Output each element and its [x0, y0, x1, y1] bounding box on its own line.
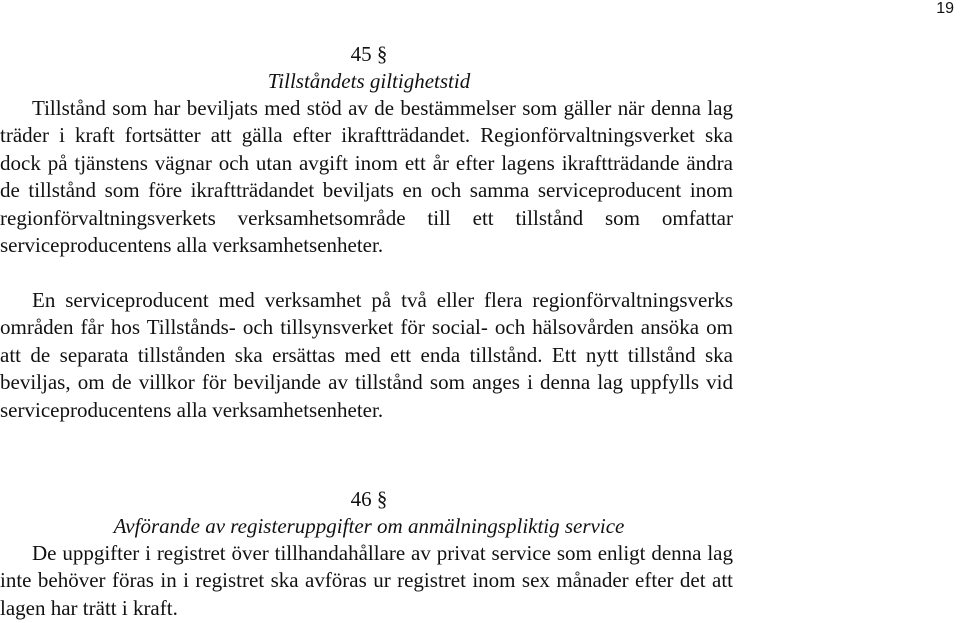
section-46-title: Avförande av registeruppgifter om anmälningspliktig service [113, 514, 625, 538]
section-46-paragraph-1: De uppgifter i registret över tillhandahållare av privat service som enligt denna lag inte behöver föras in i registret ska avföras ur registret inom sex månader efter det att lagen har trätt i kraft. [0, 541, 733, 620]
section-45-paragraph-2: En serviceproducent med verksamhet på två eller flera regionförvaltningsverks områden får hos Tillstånds- och tillsynsverket för social- och hälsovården ansöka om att de separata tillstånden ska ersättas med ett enda tillstånd. Ett nytt tillstånd ska beviljas, om de villkor för beviljande av tillstånd som anges i denna lag uppfylls vid serviceproducentens alla verksamhetsenheter. [0, 288, 733, 422]
page-number: 19 [936, 0, 954, 17]
section-46-number: 46 § [350, 487, 388, 511]
section-45-paragraph-1: Tillstånd som har beviljats med stöd av de bestämmelser som gäller när denna lag träder i kraft fortsätter att gälla efter ikraftträdandet. Regionförvaltningsverket ska dock på tjänstens vägnar och utan avgift inom ett år efter lagens ikraftträdande ändra de tillstånd som före ikraftträdandet beviljats en och samma serviceproducent inom regionförvaltningsverkets verksamhetsområde till ett tillstånd som omfattar serviceproducentens alla verksamhetsenheter. [0, 96, 733, 258]
section-45-number: 45 § [350, 42, 388, 66]
section-45-title: Tillståndets giltighetstid [267, 69, 471, 93]
